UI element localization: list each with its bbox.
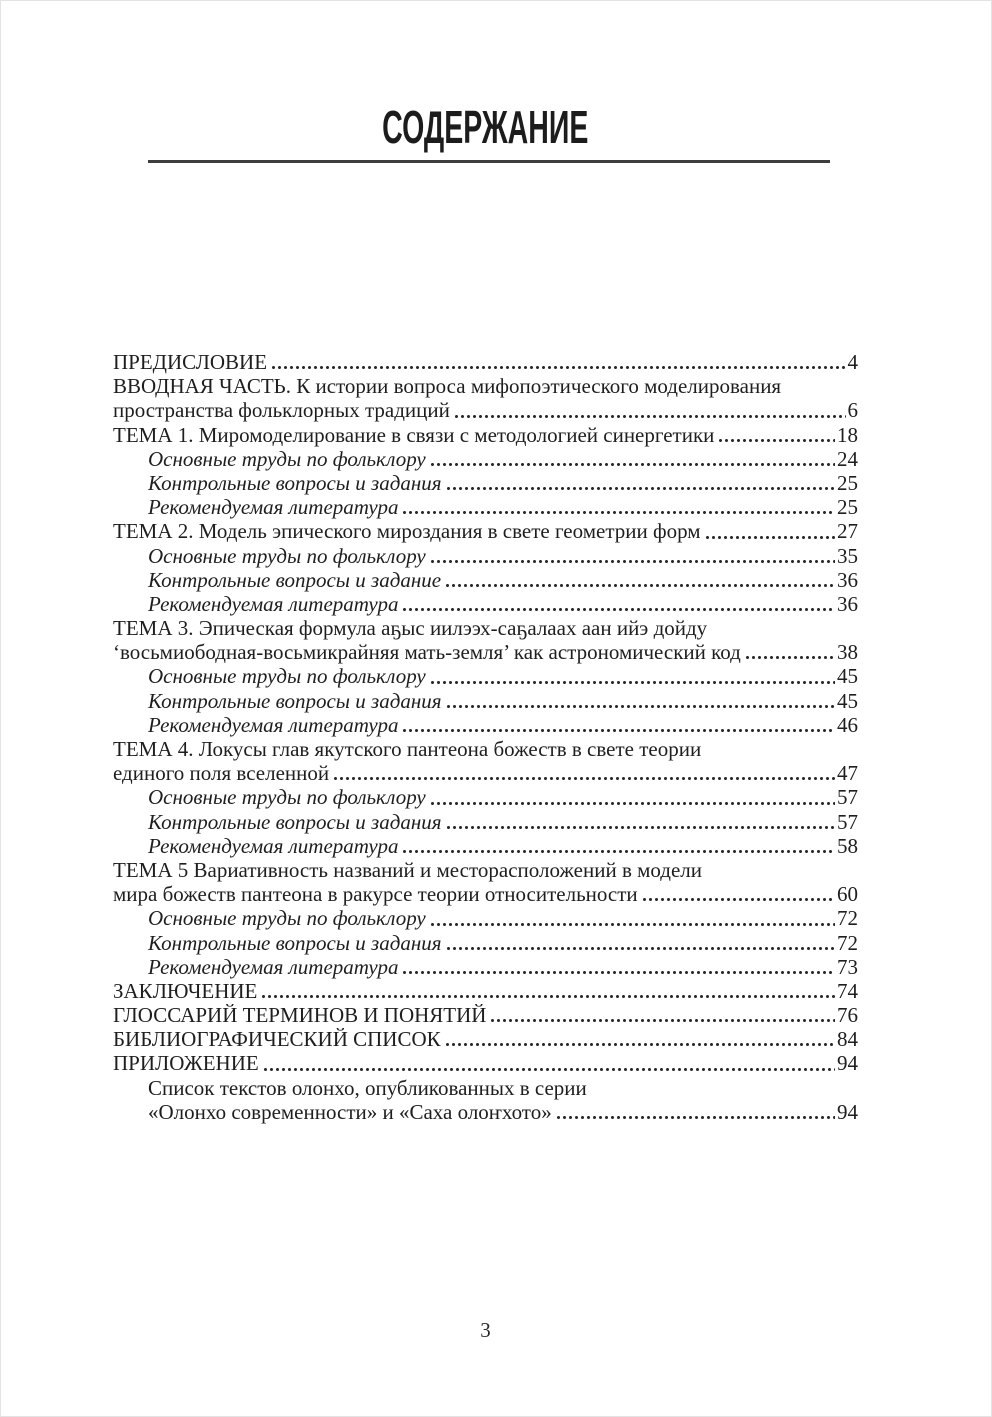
toc-entry-page: 38: [837, 640, 858, 665]
toc-entry-text: Основные труды по фольклору: [148, 664, 426, 689]
toc-entry-text: ТЕМА 3. Эпическая формула аҕыс иилээх-саҕалаах аан ийэ дойду: [113, 616, 708, 641]
dot-leader: [272, 365, 845, 370]
toc-entry-page: 57: [837, 809, 858, 834]
toc-entry-text: ‘восьмиободная-восьмикрайняя мать-земля’ как астрономический код: [113, 640, 741, 665]
toc-entry-text: ТЕМА 5 Вариативность названий и месторасположений в модели: [113, 857, 703, 882]
toc-entry-page: 84: [837, 1027, 858, 1052]
dot-leader: [264, 1067, 835, 1072]
toc-entry-page: 73: [837, 954, 858, 979]
toc-entry: [113, 519, 858, 543]
toc-entry-text: Контрольные вопросы и задания: [148, 809, 442, 834]
toc-entry: [113, 713, 858, 737]
dot-leader: [403, 970, 835, 975]
toc-entry-page: 72: [837, 930, 858, 955]
toc-entry-page: 6: [847, 398, 858, 423]
toc-entry: [113, 423, 858, 447]
toc-entry-text: Контрольные вопросы и задание: [148, 567, 442, 592]
toc-entry: [113, 834, 858, 858]
toc-entry-text: Контрольные вопросы и задания: [148, 930, 442, 955]
toc-entry-text: Основные труды по фольклору: [148, 785, 426, 810]
page-title: СОДЕРЖАНИЕ: [382, 101, 589, 153]
toc-entry: [113, 1076, 858, 1100]
toc-entry: [113, 447, 858, 471]
toc-entry-text: Рекомендуемая литература: [148, 712, 399, 737]
toc-entry-page: 94: [837, 1051, 858, 1076]
toc-entry-text: мира божеств пантеона в ракурсе теории относительности: [113, 882, 638, 907]
toc-entry-page: 47: [837, 761, 858, 786]
toc-entry-text: ТЕМА 4. Локусы глав якутского пантеона божеств в свете теории: [113, 737, 702, 761]
toc-entry: [113, 544, 858, 568]
toc-list: [113, 350, 858, 1124]
toc-entry-text: Основные труды по фольклору: [148, 906, 426, 931]
dot-leader: [431, 462, 835, 467]
toc-entry-text: БИБЛИОГРАФИЧЕСКИЙ СПИСОК: [113, 1027, 441, 1052]
dot-leader: [446, 1042, 835, 1047]
toc-entry-page: 72: [837, 906, 858, 931]
toc-entry-page: 25: [837, 470, 858, 495]
title-divider: [148, 160, 830, 163]
toc-entry-text: ТЕМА 1. Миромоделирование в связи с методологией синергетики: [113, 422, 715, 447]
page-title-wrap: [113, 101, 858, 153]
dot-leader: [431, 559, 835, 564]
toc-entry: [113, 568, 858, 592]
toc-entry-text: Рекомендуемая литература: [148, 833, 399, 858]
toc-entry-text: ПРИЛОЖЕНИЕ: [113, 1051, 259, 1076]
dot-leader: [403, 849, 835, 854]
toc-entry-text: Рекомендуемая литература: [148, 954, 399, 979]
toc-entry-page: 35: [837, 543, 858, 568]
toc-entry: [113, 858, 858, 882]
toc-entry: [113, 1100, 858, 1124]
dot-leader: [643, 897, 835, 902]
dot-leader: [431, 680, 835, 685]
dot-leader: [719, 438, 835, 443]
dot-leader: [446, 583, 835, 588]
toc-entry: [113, 906, 858, 930]
toc-entry: [113, 1003, 858, 1027]
toc-entry-page: 74: [837, 978, 858, 1003]
dot-leader: [447, 486, 835, 491]
dot-leader: [262, 994, 835, 999]
toc-entry-text: ТЕМА 2. Модель эпического мироздания в свете геометрии форм: [113, 519, 701, 544]
toc-entry-page: 36: [837, 591, 858, 616]
toc-entry-text: пространства фольклорных традиций: [113, 398, 450, 423]
toc-entry-page: 94: [837, 1099, 858, 1124]
toc-entry: [113, 737, 858, 761]
page-number: 3: [480, 1318, 491, 1342]
toc-entry-page: 36: [837, 567, 858, 592]
toc-entry: [113, 398, 858, 422]
toc-entry-text: Рекомендуемая литература: [148, 495, 399, 520]
toc-entry-text: Основные труды по фольклору: [148, 446, 426, 471]
toc-entry-text: Рекомендуемая литература: [148, 591, 399, 616]
toc-entry-page: 58: [837, 833, 858, 858]
dot-leader: [447, 704, 835, 709]
toc-entry: [113, 495, 858, 519]
dot-leader: [403, 607, 835, 612]
toc-entry: [113, 689, 858, 713]
toc-entry-text: ВВОДНАЯ ЧАСТЬ. К истории вопроса мифопоэтического моделирования: [113, 374, 782, 399]
toc-entry: [113, 761, 858, 785]
toc-entry: [113, 471, 858, 495]
toc-entry: [113, 931, 858, 955]
toc-entry-text: Контрольные вопросы и задания: [148, 470, 442, 495]
toc-entry: [113, 374, 858, 398]
toc-entry-text: ГЛОССАРИЙ ТЕРМИНОВ И ПОНЯТИЙ: [113, 1003, 487, 1028]
toc-entry-page: 45: [837, 688, 858, 713]
toc-entry: [113, 955, 858, 979]
toc-entry-text: Контрольные вопросы и задания: [148, 688, 442, 713]
toc-entry: [113, 785, 858, 809]
toc-entry: [113, 979, 858, 1003]
toc-entry: [113, 592, 858, 616]
dot-leader: [455, 414, 846, 419]
toc-entry-page: 76: [837, 1003, 858, 1028]
dot-leader: [431, 801, 835, 806]
toc-entry: [113, 350, 858, 374]
toc-entry-page: 46: [837, 712, 858, 737]
toc-entry-text: единого поля вселенной: [113, 761, 330, 786]
toc-entry-page: 27: [837, 519, 858, 544]
dot-leader: [447, 946, 835, 951]
toc-entry: [113, 810, 858, 834]
toc-entry: [113, 1051, 858, 1075]
toc-entry-text: ПРЕДИСЛОВИЕ: [113, 350, 268, 374]
toc-entry-page: 25: [837, 495, 858, 520]
dot-leader: [403, 510, 835, 515]
toc-entry: [113, 882, 858, 906]
toc-entry-text: «Олонхо современности» и «Саха олоҥхото»: [148, 1099, 552, 1124]
dot-leader: [431, 922, 835, 927]
toc-entry-page: 45: [837, 664, 858, 689]
dot-leader: [706, 535, 835, 540]
dot-leader: [403, 728, 835, 733]
toc-entry-page: 60: [837, 882, 858, 907]
toc-entry: [113, 1027, 858, 1051]
toc-entry-text: Основные труды по фольклору: [148, 543, 426, 568]
toc-entry-page: 18: [837, 422, 858, 447]
toc-entry-page: 57: [837, 785, 858, 810]
toc-entry: [113, 616, 858, 640]
dot-leader: [557, 1115, 835, 1120]
toc-entry: [113, 640, 858, 664]
toc-entry-page: 4: [847, 350, 858, 374]
dot-leader: [746, 655, 835, 660]
dot-leader: [447, 825, 835, 830]
toc-entry: [113, 664, 858, 688]
toc-entry-text: Список текстов олонхо, опубликованных в серии: [148, 1075, 587, 1100]
dot-leader: [491, 1018, 835, 1023]
toc-entry-text: ЗАКЛЮЧЕНИЕ: [113, 978, 258, 1003]
dot-leader: [334, 776, 835, 781]
toc-entry-page: 24: [837, 446, 858, 471]
